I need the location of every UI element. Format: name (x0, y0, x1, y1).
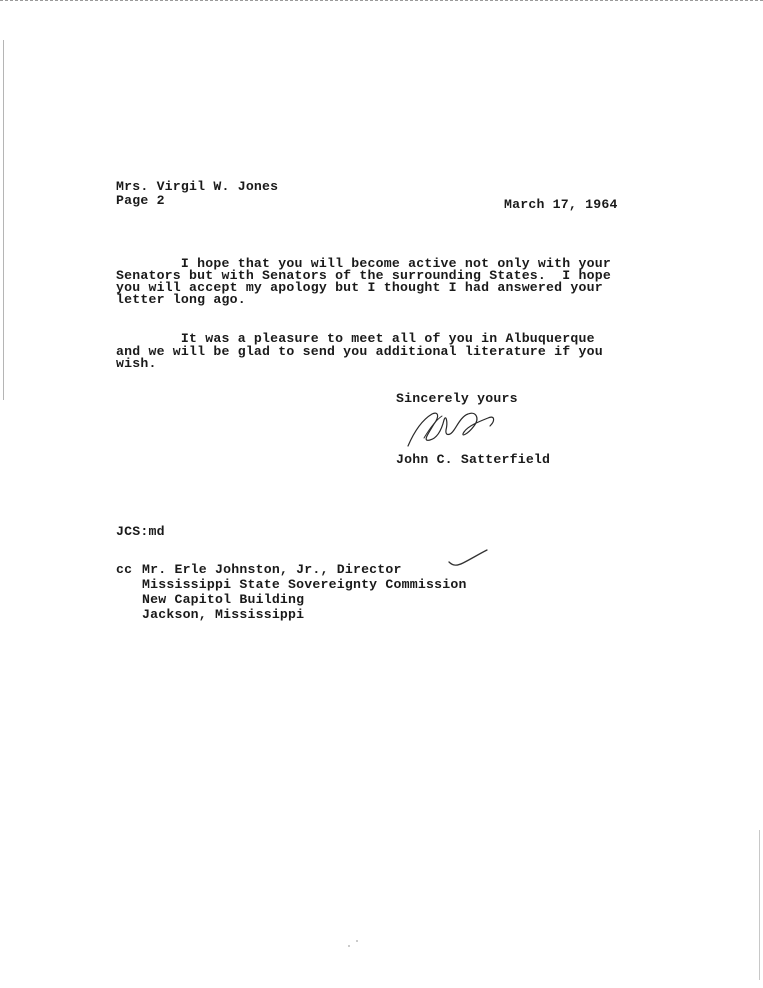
complimentary-close: Sincerely yours (396, 391, 518, 406)
page-number: Page 2 (116, 193, 165, 208)
cc-line-1: Mr. Erle Johnston, Jr., Director (142, 562, 402, 577)
paragraph-1-line-3: you will accept my apology but I thought I had answered your (116, 280, 603, 295)
letter-date: March 17, 1964 (504, 197, 618, 212)
cc-line-3: New Capitol Building (142, 592, 305, 607)
paragraph-2-line-1: It was a pleasure to meet all of you in Albuquerque (116, 331, 595, 346)
scan-speck (356, 940, 358, 942)
paragraph-2-line-3: wish. (116, 356, 157, 371)
page-top-edge (0, 0, 763, 1)
addressee-line: Mrs. Virgil W. Jones (116, 179, 279, 194)
cc-prefix: cc (116, 562, 133, 577)
page-right-edge (759, 830, 760, 980)
paragraph-2-line-2: and we will be glad to send you additional literature if you (116, 344, 603, 359)
reference-initials: JCS:md (116, 524, 165, 539)
cc-line-2: Mississippi State Sovereignty Commission (142, 577, 467, 592)
paragraph-1-line-1: I hope that you will become active not only with your (116, 256, 611, 271)
scan-speck (348, 945, 350, 947)
cc-line-4: Jackson, Mississippi (142, 607, 305, 622)
paragraph-1-line-2: Senators but with Senators of the surrounding States. I hope (116, 268, 611, 283)
check-mark-icon (447, 548, 489, 570)
signer-name: John C. Satterfield (396, 452, 551, 467)
handwritten-signature (400, 402, 500, 452)
paragraph-1-line-4: letter long ago. (116, 292, 246, 307)
page-left-edge (3, 40, 4, 400)
